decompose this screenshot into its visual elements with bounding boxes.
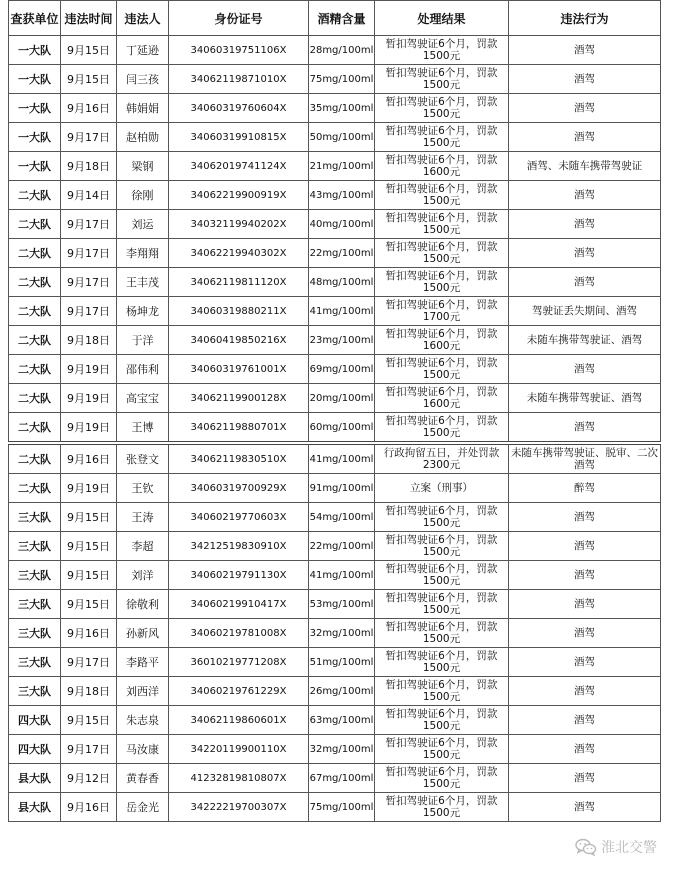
cell-violation: 酒驾	[509, 36, 661, 65]
cell-id-number: 34212519830910X	[169, 532, 309, 561]
cell-unit: 三大队	[9, 503, 61, 532]
cell-unit: 三大队	[9, 532, 61, 561]
cell-alcohol: 21mg/100ml	[309, 152, 375, 181]
cell-id-number: 34060319880211X	[169, 297, 309, 326]
cell-violation: 酒驾	[509, 355, 661, 384]
cell-alcohol: 20mg/100ml	[309, 384, 375, 413]
cell-violation: 酒驾	[509, 123, 661, 152]
table-row	[9, 764, 661, 793]
table-row	[9, 735, 661, 764]
cell-result: 暂扣驾驶证6个月，罚款1500元	[375, 793, 509, 822]
cell-id-number: 34060319751106X	[169, 36, 309, 65]
violation-sheet	[8, 0, 660, 822]
cell-violation: 未随车携带驾驶证、酒驾	[509, 326, 661, 355]
table-row	[9, 65, 661, 94]
cell-result: 暂扣驾驶证6个月，罚款1600元	[375, 326, 509, 355]
cell-violation: 驾驶证丢失期间、酒驾	[509, 297, 661, 326]
cell-person: 刘西洋	[117, 677, 169, 706]
cell-unit: 三大队	[9, 619, 61, 648]
cell-violation: 酒驾	[509, 413, 661, 444]
cell-id-number: 34060319760604X	[169, 94, 309, 123]
cell-person: 刘洋	[117, 561, 169, 590]
cell-id-number: 36010219771208X	[169, 648, 309, 677]
cell-person: 刘运	[117, 210, 169, 239]
cell-id-number: 34060219761229X	[169, 677, 309, 706]
cell-date: 9月16日	[61, 793, 117, 822]
cell-date: 9月15日	[61, 503, 117, 532]
cell-person: 马汝康	[117, 735, 169, 764]
cell-id-number: 34062119880701X	[169, 413, 309, 444]
cell-result: 暂扣驾驶证6个月，罚款1500元	[375, 677, 509, 706]
cell-alcohol: 26mg/100ml	[309, 677, 375, 706]
watermark-text: 淮北交警	[601, 840, 657, 856]
cell-id-number: 34062119860601X	[169, 706, 309, 735]
cell-violation: 未随车携带驾驶证、酒驾	[509, 384, 661, 413]
cell-result: 暂扣驾驶证6个月，罚款1500元	[375, 268, 509, 297]
cell-person: 梁钢	[117, 152, 169, 181]
cell-result: 暂扣驾驶证6个月，罚款1500元	[375, 648, 509, 677]
cell-person: 王钦	[117, 474, 169, 503]
cell-id-number: 34062219940302X	[169, 239, 309, 268]
cell-unit: 二大队	[9, 384, 61, 413]
cell-result: 暂扣驾驶证6个月，罚款1500元	[375, 503, 509, 532]
cell-result: 暂扣驾驶证6个月，罚款1500元	[375, 123, 509, 152]
table-row	[9, 384, 661, 413]
cell-alcohol: 23mg/100ml	[309, 326, 375, 355]
cell-date: 9月17日	[61, 123, 117, 152]
col-header-unit: 查获单位	[9, 1, 61, 36]
cell-date: 9月19日	[61, 384, 117, 413]
cell-id-number: 41232819810807X	[169, 764, 309, 793]
table-body	[9, 36, 661, 822]
table-row	[9, 706, 661, 735]
cell-date: 9月16日	[61, 619, 117, 648]
table-row	[9, 181, 661, 210]
cell-result: 暂扣驾驶证6个月，罚款1500元	[375, 764, 509, 793]
col-header-violation: 违法行为	[509, 1, 661, 36]
cell-result: 暂扣驾驶证6个月，罚款1500元	[375, 210, 509, 239]
cell-date: 9月19日	[61, 355, 117, 384]
cell-person: 孙新风	[117, 619, 169, 648]
cell-violation: 醉驾	[509, 474, 661, 503]
cell-alcohol: 50mg/100ml	[309, 123, 375, 152]
cell-result: 暂扣驾驶证6个月，罚款1500元	[375, 619, 509, 648]
cell-id-number: 34060319761001X	[169, 355, 309, 384]
cell-unit: 一大队	[9, 123, 61, 152]
cell-id-number: 34060319700929X	[169, 474, 309, 503]
cell-unit: 三大队	[9, 561, 61, 590]
cell-violation: 酒驾	[509, 210, 661, 239]
cell-unit: 三大队	[9, 590, 61, 619]
cell-result: 暂扣驾驶证6个月，罚款1500元	[375, 355, 509, 384]
cell-unit: 二大队	[9, 297, 61, 326]
cell-unit: 二大队	[9, 268, 61, 297]
table-row	[9, 326, 661, 355]
cell-person: 杨坤龙	[117, 297, 169, 326]
table-row	[9, 793, 661, 822]
cell-unit: 一大队	[9, 65, 61, 94]
cell-violation: 酒驾	[509, 239, 661, 268]
cell-violation: 酒驾	[509, 764, 661, 793]
cell-alcohol: 32mg/100ml	[309, 619, 375, 648]
cell-alcohol: 48mg/100ml	[309, 268, 375, 297]
cell-date: 9月12日	[61, 764, 117, 793]
cell-violation: 酒驾	[509, 532, 661, 561]
cell-date: 9月14日	[61, 181, 117, 210]
wechat-icon	[575, 838, 597, 856]
cell-violation: 酒驾	[509, 181, 661, 210]
cell-result: 暂扣驾驶证6个月，罚款1500元	[375, 239, 509, 268]
cell-date: 9月18日	[61, 152, 117, 181]
table-row	[9, 152, 661, 181]
cell-date: 9月17日	[61, 239, 117, 268]
cell-id-number: 34060219770603X	[169, 503, 309, 532]
cell-result: 暂扣驾驶证6个月，罚款1500元	[375, 590, 509, 619]
cell-alcohol: 60mg/100ml	[309, 413, 375, 444]
cell-violation: 酒驾	[509, 590, 661, 619]
cell-alcohol: 40mg/100ml	[309, 210, 375, 239]
cell-date: 9月18日	[61, 326, 117, 355]
cell-id-number: 34060219910417X	[169, 590, 309, 619]
cell-alcohol: 63mg/100ml	[309, 706, 375, 735]
cell-person: 王涛	[117, 503, 169, 532]
cell-person: 徐刚	[117, 181, 169, 210]
violations-table	[8, 0, 661, 822]
cell-result: 暂扣驾驶证6个月，罚款1500元	[375, 94, 509, 123]
cell-alcohol: 43mg/100ml	[309, 181, 375, 210]
cell-result: 暂扣驾驶证6个月，罚款1600元	[375, 384, 509, 413]
cell-alcohol: 41mg/100ml	[309, 443, 375, 474]
table-row	[9, 268, 661, 297]
cell-alcohol: 75mg/100ml	[309, 793, 375, 822]
cell-person: 王丰茂	[117, 268, 169, 297]
cell-date: 9月17日	[61, 268, 117, 297]
cell-alcohol: 22mg/100ml	[309, 239, 375, 268]
cell-alcohol: 41mg/100ml	[309, 297, 375, 326]
cell-unit: 二大队	[9, 355, 61, 384]
cell-alcohol: 75mg/100ml	[309, 65, 375, 94]
cell-id-number: 34060419850216X	[169, 326, 309, 355]
cell-unit: 二大队	[9, 474, 61, 503]
cell-date: 9月16日	[61, 94, 117, 123]
cell-alcohol: 69mg/100ml	[309, 355, 375, 384]
cell-violation: 酒驾	[509, 677, 661, 706]
cell-person: 李翔翔	[117, 239, 169, 268]
cell-person: 邵伟利	[117, 355, 169, 384]
table-row	[9, 443, 661, 474]
cell-unit: 二大队	[9, 181, 61, 210]
cell-date: 9月19日	[61, 413, 117, 444]
cell-date: 9月15日	[61, 590, 117, 619]
cell-person: 张登文	[117, 443, 169, 474]
cell-date: 9月15日	[61, 532, 117, 561]
cell-person: 赵柏勋	[117, 123, 169, 152]
cell-alcohol: 91mg/100ml	[309, 474, 375, 503]
col-header-alcohol: 酒精含量	[309, 1, 375, 36]
cell-unit: 三大队	[9, 677, 61, 706]
cell-violation: 酒驾	[509, 648, 661, 677]
cell-id-number: 34060319910815X	[169, 123, 309, 152]
cell-person: 李超	[117, 532, 169, 561]
cell-unit: 二大队	[9, 239, 61, 268]
cell-person: 朱志泉	[117, 706, 169, 735]
cell-result: 暂扣驾驶证6个月，罚款1500元	[375, 735, 509, 764]
cell-date: 9月15日	[61, 65, 117, 94]
cell-person: 于洋	[117, 326, 169, 355]
cell-unit: 二大队	[9, 443, 61, 474]
cell-result: 暂扣驾驶证6个月，罚款1500元	[375, 36, 509, 65]
table-row	[9, 532, 661, 561]
cell-unit: 一大队	[9, 152, 61, 181]
cell-result: 行政拘留五日，并处罚款2300元	[375, 443, 509, 474]
cell-person: 王博	[117, 413, 169, 444]
table-row	[9, 561, 661, 590]
cell-result: 暂扣驾驶证6个月，罚款1500元	[375, 706, 509, 735]
cell-unit: 县大队	[9, 793, 61, 822]
cell-result: 暂扣驾驶证6个月，罚款1500元	[375, 561, 509, 590]
cell-alcohol: 54mg/100ml	[309, 503, 375, 532]
col-header-person: 违法人	[117, 1, 169, 36]
table-row	[9, 590, 661, 619]
table-row	[9, 413, 661, 444]
cell-id-number: 34220119900110X	[169, 735, 309, 764]
cell-unit: 三大队	[9, 648, 61, 677]
watermark	[575, 837, 657, 857]
cell-violation: 酒驾	[509, 793, 661, 822]
cell-violation: 酒驾	[509, 94, 661, 123]
cell-person: 李路平	[117, 648, 169, 677]
cell-person: 徐敬利	[117, 590, 169, 619]
col-header-result: 处理结果	[375, 1, 509, 36]
table-row	[9, 648, 661, 677]
table-row	[9, 123, 661, 152]
table-row	[9, 297, 661, 326]
table-row	[9, 36, 661, 65]
cell-person: 高宝宝	[117, 384, 169, 413]
cell-date: 9月17日	[61, 735, 117, 764]
cell-id-number: 34062119811120X	[169, 268, 309, 297]
cell-alcohol: 28mg/100ml	[309, 36, 375, 65]
cell-id-number: 34032119940202X	[169, 210, 309, 239]
cell-unit: 二大队	[9, 210, 61, 239]
cell-result: 暂扣驾驶证6个月，罚款1500元	[375, 413, 509, 444]
cell-date: 9月15日	[61, 706, 117, 735]
cell-id-number: 34062219900919X	[169, 181, 309, 210]
cell-alcohol: 32mg/100ml	[309, 735, 375, 764]
cell-violation: 酒驾	[509, 706, 661, 735]
cell-alcohol: 41mg/100ml	[309, 561, 375, 590]
cell-violation: 酒驾	[509, 503, 661, 532]
cell-person: 韩娟娟	[117, 94, 169, 123]
cell-result: 暂扣驾驶证6个月，罚款1500元	[375, 181, 509, 210]
cell-person: 闫三孩	[117, 65, 169, 94]
cell-unit: 县大队	[9, 764, 61, 793]
table-row	[9, 677, 661, 706]
cell-id-number: 34062119830510X	[169, 443, 309, 474]
cell-id-number: 34060219781008X	[169, 619, 309, 648]
cell-alcohol: 35mg/100ml	[309, 94, 375, 123]
cell-alcohol: 53mg/100ml	[309, 590, 375, 619]
table-row	[9, 619, 661, 648]
cell-violation: 酒驾	[509, 619, 661, 648]
cell-violation: 酒驾	[509, 735, 661, 764]
table-row	[9, 239, 661, 268]
cell-id-number: 34062019741124X	[169, 152, 309, 181]
cell-alcohol: 22mg/100ml	[309, 532, 375, 561]
cell-person: 岳金光	[117, 793, 169, 822]
header-row	[9, 1, 661, 36]
cell-violation: 酒驾	[509, 561, 661, 590]
cell-person: 丁延逊	[117, 36, 169, 65]
cell-id-number: 34222219700307X	[169, 793, 309, 822]
cell-result: 暂扣驾驶证6个月，罚款1500元	[375, 532, 509, 561]
cell-violation: 酒驾、未随车携带驾驶证	[509, 152, 661, 181]
cell-alcohol: 51mg/100ml	[309, 648, 375, 677]
cell-person: 黄春香	[117, 764, 169, 793]
cell-date: 9月18日	[61, 677, 117, 706]
cell-result: 立案（刑事）	[375, 474, 509, 503]
table-row	[9, 210, 661, 239]
cell-unit: 一大队	[9, 36, 61, 65]
col-header-id-number: 身份证号	[169, 1, 309, 36]
col-header-time: 违法时间	[61, 1, 117, 36]
cell-result: 暂扣驾驶证6个月，罚款1600元	[375, 152, 509, 181]
cell-id-number: 34060219791130X	[169, 561, 309, 590]
cell-violation: 未随车携带驾驶证、脱审、二次酒驾	[509, 443, 661, 474]
cell-result: 暂扣驾驶证6个月，罚款1500元	[375, 65, 509, 94]
cell-date: 9月17日	[61, 210, 117, 239]
cell-violation: 酒驾	[509, 65, 661, 94]
table-row	[9, 355, 661, 384]
cell-violation: 酒驾	[509, 268, 661, 297]
table-row	[9, 474, 661, 503]
cell-date: 9月19日	[61, 474, 117, 503]
cell-unit: 一大队	[9, 94, 61, 123]
cell-date: 9月15日	[61, 561, 117, 590]
cell-unit: 二大队	[9, 413, 61, 444]
cell-id-number: 34062119871010X	[169, 65, 309, 94]
table-row	[9, 503, 661, 532]
table-row	[9, 94, 661, 123]
cell-unit: 二大队	[9, 326, 61, 355]
cell-date: 9月17日	[61, 648, 117, 677]
cell-id-number: 34062119900128X	[169, 384, 309, 413]
cell-alcohol: 67mg/100ml	[309, 764, 375, 793]
cell-date: 9月17日	[61, 297, 117, 326]
cell-date: 9月15日	[61, 36, 117, 65]
cell-unit: 四大队	[9, 735, 61, 764]
cell-unit: 四大队	[9, 706, 61, 735]
cell-result: 暂扣驾驶证6个月，罚款1700元	[375, 297, 509, 326]
cell-date: 9月16日	[61, 443, 117, 474]
